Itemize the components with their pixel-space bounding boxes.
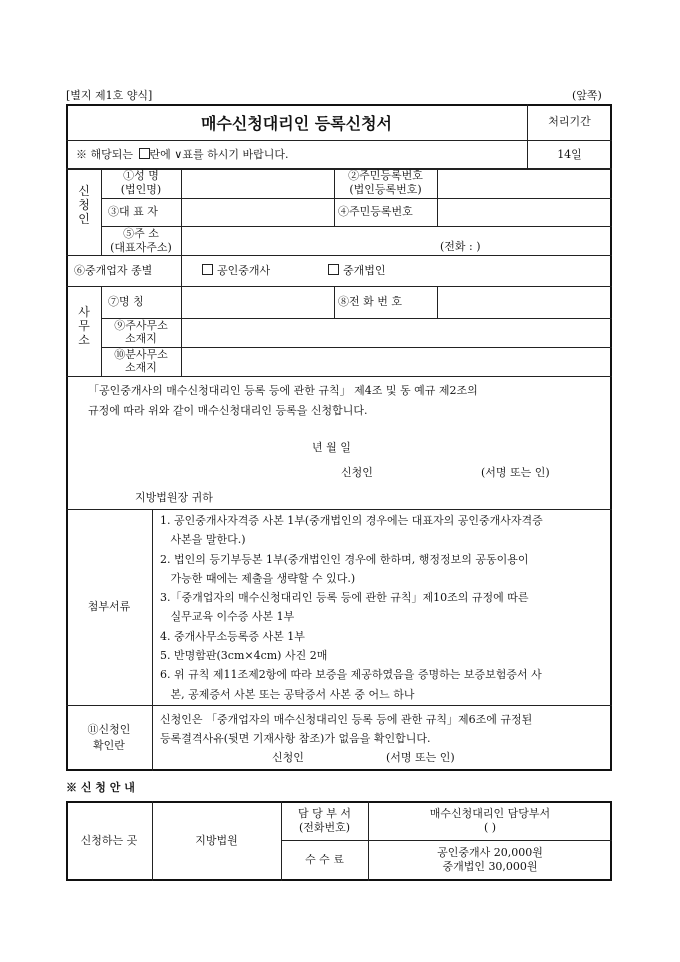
guide-dept-label: 담 당 부 서 (전화번호) [298,807,351,834]
guide-dept-value: 매수신청대리인 담당부서 ( ) [429,807,551,834]
attachment-line: 본, 공제증서 사본 또는 공탁증서 사본 중 어느 하나 [160,687,415,701]
business-type-label: ⑥중개업자 종별 [74,264,153,277]
confirmation-line-2: 등록결격사유(뒷면 기재사항 참조)가 없음을 확인합니다. [160,732,431,745]
office-section-label: 사무소 [78,305,90,347]
office-name-field[interactable] [182,288,333,316]
attachments-label: 첨부서류 [87,600,131,613]
name-label: ①성 명 (법인명) [120,169,162,196]
confirmation-label: ⑪신청인 확인란 [87,723,131,752]
form-number: [별지 제1호 양식] [66,89,153,102]
declaration-date: 년 월 일 [312,441,351,454]
processing-period-value: 14일 [557,148,582,161]
attachment-line: 가능한 때에는 제출을 생략할 수 있다.) [160,571,356,585]
applicant-section-label: 신청인 [78,184,90,226]
declaration-signature: (서명 또는 인) [481,466,550,479]
guide-title: ※ 신 청 안 내 [66,781,135,794]
branch-office-field[interactable] [182,349,610,374]
office-phone-label: ⑧전 화 번 호 [338,295,402,308]
attachment-line: 1. 공인중개사자격증 사본 1부(중개법인의 경우에는 대표자의 공인중개사자격증 [160,514,543,527]
office-name-label: ⑦명 칭 [108,295,144,308]
page-side-label: (앞쪽) [572,89,602,102]
attachments-list [160,514,608,707]
main-office-label: ⑨주사무소 소재지 [114,319,168,345]
branch-office-label: ⑩분사무소 소재지 [114,348,168,374]
option-brokerage-corp[interactable]: 중개법인 [328,264,386,278]
checkbox-icon[interactable] [328,264,339,275]
declaration-line-1: 「공인중개사의 매수신청대리인 등록 등에 관한 규칙」 제4조 및 동 예규 제2조의 [88,384,478,397]
processing-period-label: 처리기간 [548,115,591,128]
confirmation-signature: (서명 또는 인) [386,751,455,764]
representative-label: ③대 표 자 [108,205,158,218]
declaration-applicant: 신청인 [341,466,373,479]
instruction-prefix: ※ 해당되는 [76,148,134,161]
confirmation-line-1: 신청인은 「중개업자의 매수신청대리인 등록 등에 관한 규칙」제6조에 규정된 [160,713,533,726]
address-field[interactable] [182,228,437,253]
main-office-field[interactable] [182,320,610,345]
guide-place-label: 신청하는 곳 [80,834,138,847]
option-licensed-realtor[interactable]: 공인중개사 [202,264,270,278]
instruction-middle: 란에 ∨표를 하시기 바랍니다. [149,148,289,161]
checkbox-icon [139,148,150,159]
representative-rrn-field[interactable] [438,200,610,224]
phone-text: (전화 : ) [440,240,481,253]
attachment-line: 실무교육 이수증 사본 1부 [160,610,295,624]
attachment-line: 4. 중개사무소등록증 사본 1부 [160,629,305,643]
instruction-text [76,148,288,162]
address-label: ⑤주 소 (대표자주소) [110,227,172,254]
attachment-line: 6. 위 규칙 제11조제2항에 따라 보증을 제공하였음을 증명하는 보증보험증서 사 [160,668,542,682]
attachment-line: 2. 법인의 등기부등본 1부(중개법인인 경우에 한하며, 행정정보의 공동이용이 [160,552,529,566]
attachment-line: 사본을 말한다.) [160,533,246,547]
guide-fee-value: 공인중개사 20,000원 중개법인 30,000원 [437,846,543,873]
office-phone-field[interactable] [438,288,610,316]
checkbox-icon[interactable] [202,264,213,275]
confirmation-applicant: 신청인 [272,751,304,764]
attachment-line: 3.「중개업자의 매수신청대리인 등록 등에 관한 규칙」제10조의 규정에 따른 [160,591,529,605]
rrn-field[interactable] [438,170,610,196]
guide-place-value: 지방법원 [195,834,238,847]
rrn-label: ②주민등록번호 (법인등록번호) [348,169,423,196]
recipient: 지방법원장 귀하 [135,491,213,504]
name-field[interactable] [182,170,333,196]
representative-field[interactable] [182,200,333,224]
representative-rrn-label: ④주민등록번호 [338,205,413,218]
declaration-line-2: 규정에 따라 위와 같이 매수신청대리인 등록을 신청합니다. [88,404,368,417]
guide-fee-label: 수 수 료 [305,853,344,866]
attachment-line: 5. 반명함판(3cm×4cm) 사진 2매 [160,649,328,663]
form-title: 매수신청대리인 등록신청서 [200,114,393,133]
